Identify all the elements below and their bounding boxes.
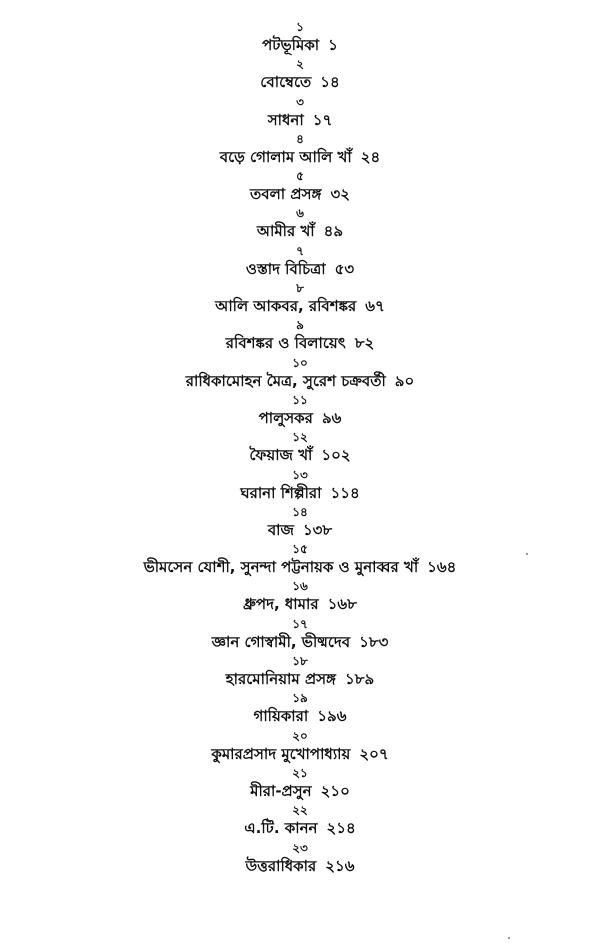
toc-entry: [0, 244, 600, 281]
print-speck: [526, 553, 528, 555]
toc-line: [0, 183, 600, 205]
toc-entry: [0, 318, 600, 355]
page-number: ১৩৮: [302, 520, 333, 539]
chapter-number: ১১: [292, 392, 308, 407]
toc-entry: [0, 542, 600, 579]
chapter-number: ১৩: [292, 467, 308, 482]
chapter-title: ভীমসেন যোশী, সুনন্দা পট্টনায়ক ও মুনাব্বর খাঁ: [143, 558, 419, 577]
chapter-title: রাধিকামোহন মৈত্র, সুরেশ চক্রবর্তী: [185, 371, 386, 390]
chapter-title: কুমারপ্রসাদ মুখোপাধ্যায়: [211, 744, 351, 763]
toc-line: [0, 743, 600, 765]
toc-entry: [0, 729, 600, 766]
chapter-title: এ.টি. কানন: [244, 819, 318, 838]
chapter-title: বাজ: [267, 520, 294, 539]
toc-entry: [0, 206, 600, 243]
toc-line: [0, 705, 600, 727]
page-number: ১৪: [320, 73, 340, 92]
chapter-number: ১০: [292, 355, 308, 370]
toc-line: [0, 258, 600, 280]
toc-line: [0, 34, 600, 56]
toc-line: [0, 519, 600, 541]
chapter-number: ১৮: [292, 654, 308, 669]
toc-line: [0, 668, 600, 690]
toc-line: [0, 295, 600, 317]
chapter-title: ধ্রুপদ, ধামার: [243, 595, 319, 614]
page-number: ৮২: [354, 334, 375, 353]
chapter-number: ১৭: [292, 616, 308, 631]
chapter-number: ১৫: [292, 542, 308, 557]
chapter-title: আলি আকবর, রবিশঙ্কর: [215, 297, 357, 316]
toc-line: [0, 146, 600, 168]
toc-entry: [0, 468, 600, 505]
chapter-number: ২৩: [292, 840, 308, 855]
chapter-title: তবলা প্রসঙ্গ: [250, 185, 322, 204]
chapter-number: ১৯: [292, 691, 308, 706]
page-number: ১৮৩: [359, 632, 389, 651]
chapter-title: জ্ঞান গোস্বামী, ভীষ্মদেব: [211, 632, 351, 651]
chapter-number: ১৪: [292, 504, 308, 519]
chapter-number: ৮: [296, 281, 304, 296]
page-number: ৯০: [394, 371, 415, 390]
toc-entry: [0, 57, 600, 94]
chapter-number: ২০: [292, 728, 308, 743]
page-number: ২৪: [360, 147, 381, 166]
chapter-number: ৪: [296, 131, 304, 146]
toc-entry: [0, 766, 600, 803]
page-number: ১৬৪: [427, 558, 457, 577]
toc-line: [0, 817, 600, 839]
toc-line: [0, 407, 600, 429]
toc-entry: [0, 356, 600, 393]
chapter-title: আমীর খাঁ: [256, 222, 315, 241]
chapter-title: বোম্বেতে: [260, 73, 312, 92]
chapter-number: ৫: [296, 169, 304, 184]
chapter-number: ৬: [296, 206, 304, 221]
toc-line: [0, 444, 600, 466]
toc-entry: [0, 617, 600, 654]
toc-entry: [0, 393, 600, 430]
chapter-number: ২: [296, 57, 304, 72]
chapter-number: ৭: [296, 243, 304, 258]
toc-entry: [0, 281, 600, 318]
toc-entry: [0, 95, 600, 132]
page-number: ৪৯: [323, 222, 344, 241]
page-number: ১১৪: [330, 483, 360, 502]
chapter-number: ৩: [296, 94, 304, 109]
chapter-title: গায়িকারা: [253, 707, 309, 726]
table-of-contents: [0, 20, 600, 878]
chapter-title: মীরা-প্রসুন: [250, 781, 312, 800]
chapter-title: পটভূমিকা: [262, 36, 320, 54]
page-number: ২০৭: [359, 744, 389, 763]
page-number: ১৯৬: [317, 707, 347, 726]
chapter-number: ২১: [292, 765, 308, 780]
page-number: ১৭: [312, 110, 333, 129]
toc-line: [0, 556, 600, 578]
toc-line: [0, 593, 600, 615]
chapter-title: বড়ে গোলাম আলি খাঁ: [219, 147, 352, 166]
toc-line: [0, 220, 600, 242]
page-number: ১৬৮: [327, 595, 357, 614]
page-number: ১৮৯: [345, 670, 375, 689]
toc-entry: [0, 169, 600, 206]
toc-line: [0, 780, 600, 802]
toc-entry: [0, 20, 600, 57]
toc-entry: [0, 841, 600, 878]
page-number: ২১৪: [326, 819, 356, 838]
chapter-title: হারমোনিয়াম প্রসঙ্গ: [225, 670, 337, 689]
chapter-number: ২২: [292, 803, 308, 818]
chapter-title: ওস্তাদ বিচিত্রা: [245, 259, 326, 278]
chapter-title: পালুসকর: [258, 408, 313, 427]
chapter-title: ফৈয়াজ খাঁ: [249, 446, 313, 465]
page-number: ৯৬: [321, 408, 342, 427]
toc-line: [0, 855, 600, 877]
chapter-number: ১: [296, 20, 304, 34]
page-number: ৩২: [330, 185, 350, 204]
toc-entry: [0, 803, 600, 840]
toc-entry: [0, 654, 600, 691]
page-number: ৬৭: [365, 297, 385, 316]
toc-entry: [0, 505, 600, 542]
toc-line: [0, 370, 600, 392]
toc-entry: [0, 132, 600, 169]
chapter-number: ১২: [292, 430, 308, 445]
toc-line: [0, 71, 600, 93]
toc-entry: [0, 691, 600, 728]
page-number: ৫৩: [334, 259, 355, 278]
chapter-number: ১৬: [292, 579, 308, 594]
chapter-title: উত্তরাধিকার: [245, 856, 317, 875]
toc-line: [0, 482, 600, 504]
chapter-number: ৯: [296, 318, 304, 333]
page-number: ১: [328, 36, 338, 54]
page-number: ২১৬: [325, 856, 355, 875]
toc-line: [0, 631, 600, 653]
toc-entry: [0, 579, 600, 616]
chapter-title: রবিশঙ্কর ও বিলায়েৎ: [225, 334, 346, 353]
page-number: ১০২: [321, 446, 351, 465]
toc-line: [0, 109, 600, 131]
chapter-title: ঘরানা শিল্পীরা: [240, 483, 322, 502]
page-number: ২১০: [320, 781, 350, 800]
print-speck: [508, 937, 510, 939]
chapter-title: সাধনা: [267, 110, 304, 129]
toc-entry: [0, 430, 600, 467]
toc-line: [0, 332, 600, 354]
